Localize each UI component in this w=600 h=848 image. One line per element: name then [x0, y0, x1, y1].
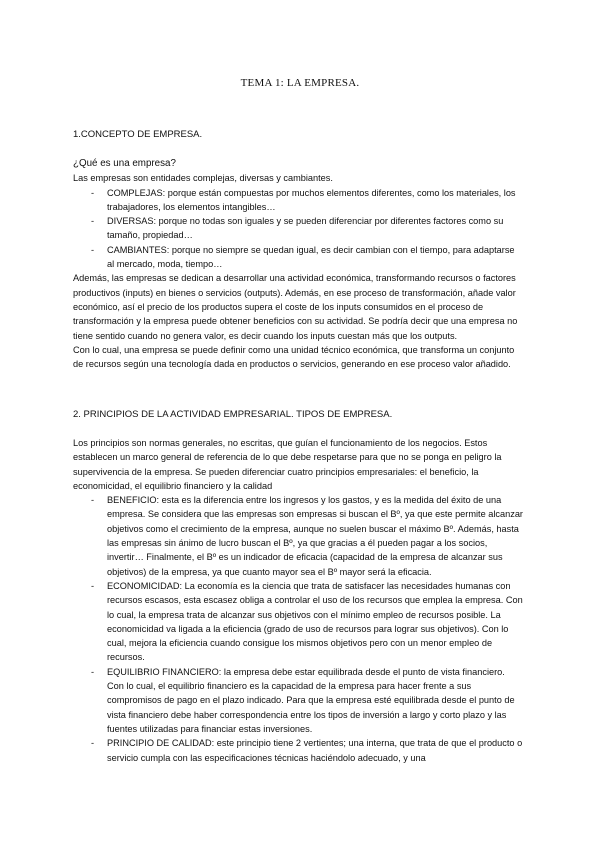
section-1-body	[73, 157, 523, 371]
section-2-heading: 2. PRINCIPIOS DE LA ACTIVIDAD EMPRESARIAL. TIPOS DE EMPRESA.	[73, 409, 393, 420]
bullet-principio-calidad: - PRINCIPIO DE CALIDAD: este principio tiene 2 vertientes; una interna, que trata de que el producto o servicio cumpla con las especificaciones técnicas haciéndolo adecuado, y una	[107, 738, 523, 763]
section-1-paragraph-2: Con lo cual, una empresa se puede definir como una unidad técnico económica, que transforma un conjunto de recursos según una tecnología dada en productos o servicios, generando en ese proceso valor añadido.	[73, 344, 515, 370]
bullet-complejas: - COMPLEJAS: porque están compuestas por muchos elementos diferentes, como los materiales, los trabajadores, los elementos intangibles…	[107, 187, 516, 212]
bullet-diversas: - DIVERSAS: porque no todas son iguales y se pueden diferenciar por diferentes factores como su tamaño, propiedad…	[107, 216, 504, 241]
section-2-body	[73, 436, 523, 765]
list-item	[73, 579, 523, 665]
section-2-intro: Los principios son normas generales, no escritas, que guían el funcionamiento de los negocios. Estos establecen un marco general de referencia de lo que debe respetarse para que no se ponga en peligro la supervivencia de la empresa. Se pueden diferenciar cuatro principios empresariales: el beneficio, la economicidad, el equilibrio financiero y la calidad	[73, 438, 502, 491]
list-item	[73, 186, 523, 215]
bullet-economicidad: - ECONOMICIDAD: La economía es la ciencia que trata de satisfacer las necesidades humanas con recursos escasos, esta escasez obliga a controlar el uso de los recursos que emplea la empresa. Con lo cual, la empresa trata de alcanzar sus objetivos con el mínimo empleo de recursos posible. La economicidad va ligada a la eficiencia (grado de uso de recursos para lograr sus objetivos). Con lo cual, mejora la eficiencia cuando consigue los mismos objetivos pero con un menor empleo de recursos.	[107, 580, 523, 663]
section-1-intro: Las empresas son entidades complejas, diversas y cambiantes.	[73, 173, 333, 184]
section-1-paragraph-1: Además, las empresas se dedican a desarrollar una actividad económica, transformando recursos o factores productivos (inputs) en bienes o servicios (outputs). Además, en ese proceso de transformación, añade valor económico, así el precio de los productos supera el coste de los inputs consumidos en el proceso de transformación y la empresa puede obtener beneficios con su actividad. Se podría decir que una empresa no tiene sentido cuando no genera valor, es decir cuando los inputs cuestan más que los outputs.	[73, 273, 518, 341]
page-title: TEMA 1: LA EMPRESA.	[240, 77, 360, 89]
list-item	[73, 736, 523, 765]
section-1-bullet-list	[73, 186, 523, 272]
bullet-cambiantes: - CAMBIANTES: porque no siempre se quedan igual, es decir cambian con el tiempo, para adaptarse al mercado, moda, tiempo…	[107, 244, 515, 270]
section-1-heading: 1.CONCEPTO DE EMPRESA.	[73, 129, 203, 140]
bullet-beneficio: - BENEFICIO: esta es la diferencia entre los ingresos y los gastos, y es la medida del éxito de una empresa. Se considera que las empresas son empresas si buscan el Bº, ya que este permite alcanzar objetivos como el crecimiento de la empresa, aunque no suelen buscar el máximo Bº. Además, hasta las empresas sin ánimo de lucro buscan el Bº, ya que gracias a él pueden pagar a los socios, invertir… Finalmente, el Bº es un indicador de eficacia (capacidad de la empresa de alcanzar sus objetivos) de la empresa, ya que cuanto mayor sea el Bº mayor será la eficacia.	[107, 495, 523, 577]
section-2-bullet-list	[73, 493, 523, 765]
list-item	[73, 214, 523, 243]
list-item	[73, 493, 523, 579]
list-item	[73, 665, 523, 736]
bullet-equilibrio-financiero: - EQUILIBRIO FINANCIERO: la empresa debe estar equilibrada desde el punto de vista financiero. Con lo cual, el equilibrio financiero es la capacidad de la empresa para hacer frente a sus compromisos de pago en el plazo indicado. Para que la empresa esté equilibrada desde el punto de vista financiero debe haber correspondencia entre los tipos de inversión a largo y corto plazo y las fuentes utilizadas para financiar estas inversiones.	[107, 666, 515, 734]
list-item	[73, 243, 523, 272]
question-line: ¿Qué es una empresa?	[73, 158, 176, 169]
